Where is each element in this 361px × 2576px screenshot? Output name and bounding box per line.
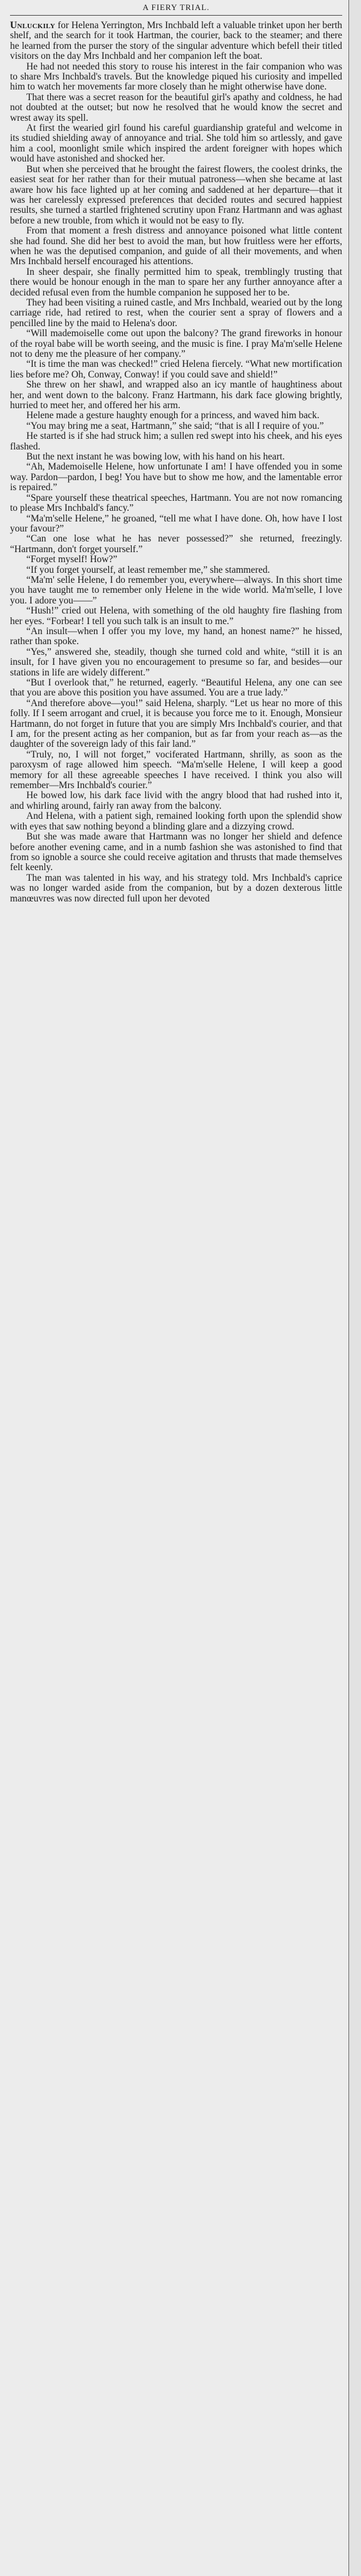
header-title: A FIERY TRIAL. — [142, 3, 210, 12]
article-paragraph: From that moment a fresh distress and annoyance poisoned what little content she had found. She did her best to avoid the man, but how fruitless were her efforts, when he was the deputised companion, and guide of all their movements, and when Mrs Inchbald herself encouraged his attentions. — [10, 225, 342, 267]
article-paragraph: “You may bring me a seat, Hartmann,” she said; “that is all I require of you.” — [26, 420, 324, 431]
article-paragraph: “Spare yourself these theatrical speeches, Hartmann. You are not now romancing to please Mrs Inchbald's fancy.” — [10, 492, 342, 514]
article-paragraph: That there was a secret reason for the beautiful girl's apathy and coldness, he had not doubted at the outset; but now he resolved that he would know the secret and wrest away its spell. — [10, 91, 342, 123]
paragraph-text: for Helena Yerrington, Mrs Inchbald left a valuable trinket upon her berth shelf, and the search for it took Hartman, the courier, back to the steamer; and there he learned from the purser the story of the singular adventure which befell their titled visitors on the day Mrs Inchbald and her companion left the boat. — [10, 20, 342, 62]
article-paragraph — [10, 21, 342, 62]
article-paragraph: Helene made a gesture haughty enough for a princess, and waved him back. — [26, 410, 320, 421]
article-paragraph: But the next instant he was bowing low, with his hand on his heart. — [26, 451, 285, 463]
article-paragraph: In sheer despair, she finally permitted him to speak, tremblingly trusting that there would be honour enough in the man to spare her any further annoyance after a decided refusal even from the humble companion he supposed her to be. — [10, 266, 342, 298]
article-paragraph: “Hush!” cried out Helena, with something of the old haughty fire flashing from her eyes. “Forbear! I tell you such talk is an insult to me.” — [10, 605, 342, 627]
article-paragraph: But when she perceived that he brought the fairest flowers, the coolest drinks, the easiest seat for her rather than for their mutual patroness—when she became at last aware how his face lighted up at her coming and saddened at her departure—that it was her carelessly expressed preferences that decided routes and secured happiest results, she turned a startled frightened scrutiny upon Franz Hartmann and was aghast before a new trouble, from which it would not be easy to fly. — [10, 163, 342, 226]
article-paragraph: “Truly, no, I will not forget,” vociferated Hartmann, shrilly, as soon as the paroxysm of rage allowed him speech. “Ma'm'selle Helene, I will keep a good memory for all these agreeable speeches I have received. I think you also will remember—Mrs Inchbald's courier.” — [10, 749, 342, 791]
article-paragraph: “Forget myself! How?” — [26, 554, 118, 565]
lead-word: Unluckily — [10, 20, 56, 31]
article-paragraph: But she was made aware that Hartmann was no longer her shield and defence before another evening came, and in a numb fashion she was astonished to find that from so ignoble a source she could receive agitation and thrusts that made themselves felt keenly. — [10, 831, 342, 873]
article-paragraph: “Ma'm'selle Helene,” he groaned, “tell me what I have done. Oh, how have I lost your favour?” — [10, 513, 342, 534]
article-column — [6, 0, 346, 2576]
article-paragraph: “It is time the man was checked!” cried Helena fiercely. “What new mortification lies before me? Oh, Conway, Conway! if you could save and shield!” — [10, 359, 342, 380]
article-paragraph: “But I overlook that,” he returned, eagerly. “Beautiful Helena, any one can see that you are above this position you have assumed. You are a true lady.” — [10, 677, 342, 699]
article-paragraph: “Ah, Mademoiselle Helene, how unfortunate I am! I have offended you in some way. Pardon—pardon, I beg! You have but to show me how, and the lamentable error is repaired.” — [10, 461, 342, 493]
article-paragraph: At first the wearied girl found his careful guardianship grateful and welcome in its studied shielding away of annoyance and trial. She told him so artlessly, and gave him a cool, moonlight smile which inspired the ardent foreigner with hopes which would have astonished and shocked her. — [10, 123, 342, 165]
article-paragraph: He had not needed this story to rouse his interest in the fair companion who was to share Mrs Inchbald's travels. But the knowledge piqued his curiosity and impelled him to watch her movements far more closely than he might otherwise have done. — [10, 61, 342, 93]
article-paragraph: He started is if she had struck him; a sullen red swept into his cheek, and his eyes flashed. — [10, 431, 342, 452]
article-paragraph: “An insult—when I offer you my love, my hand, an honest name?” he hissed, rather than spoke. — [10, 625, 342, 647]
article-paragraph: And Helena, with a patient sigh, remained looking forth upon the splendid show with eyes that saw nothing beyond a blinding glare and a dizzying crowd. — [10, 811, 342, 832]
article-paragraph: “Can one lose what he has never possessed?” she returned, freezingly. “Hartmann, don't forget yourself.” — [10, 533, 342, 555]
article-paragraph: “And therefore above—you!” said Helena, sharply. “Let us hear no more of this folly. If I seem arrogant and cruel, it is because you force me to it. Enough, Monsieur Hartmann, do not forget in future that you are simply Mrs Inchbald's courier, and that I am, for the present acting as her companion, but as far from your reach as—as the daughter of the sovereign lady of this fair land.” — [10, 697, 342, 750]
article-paragraph: “Will mademoiselle come out upon the balcony? The grand fireworks in honour of the royal babe will be worth seeing, and the music is fine. I pray Ma'm'selle Helene not to deny me the pleasure of her company.” — [10, 328, 342, 359]
article-paragraph: “Ma'm' selle Helene, I do remember you, everywhere—always. In this short time you have taught me to remember only Helene in the wide world. Ma'm'selle, I love you. I adore you——” — [10, 574, 342, 606]
article-paragraph: He bowed low, his dark face livid with the angry blood that had rushed into it, and whirling around, fairly ran away from the balcony. — [10, 790, 342, 811]
article-paragraph: “If you forget yourself, at least remember me,” she stammered. — [26, 564, 270, 575]
article-paragraph: The man was talented in his way, and his strategy told. Mrs Inchbald's caprice was no longer warded aside from the companion, but by a dozen dexterous little manœuvres was now directed full upon her devoted — [10, 872, 342, 904]
adjacent-column-edge — [349, 0, 361, 2576]
article-paragraph: “Yes,” answered she, steadily, though she turned cold and white, “still it is an insult, for I have given you no encouragement to presume so far, and besides—our stations in life are widely different.” — [10, 646, 342, 678]
article-body — [10, 21, 342, 904]
article-paragraph: They had been visiting a ruined castle, and Mrs Inchbald, wearied out by the long carriage ride, had retired to rest, when the courier sent a spray of flowers and a pencilled line by the maid to Helena's door. — [10, 297, 342, 329]
page-header — [10, 0, 342, 16]
article-paragraph: She threw on her shawl, and wrapped also an icy mantle of haughtiness about her, and went down to the balcony. Franz Hartmann, his dark face glowing brightly, hurried to meet her, and offered her his arm. — [10, 379, 342, 411]
